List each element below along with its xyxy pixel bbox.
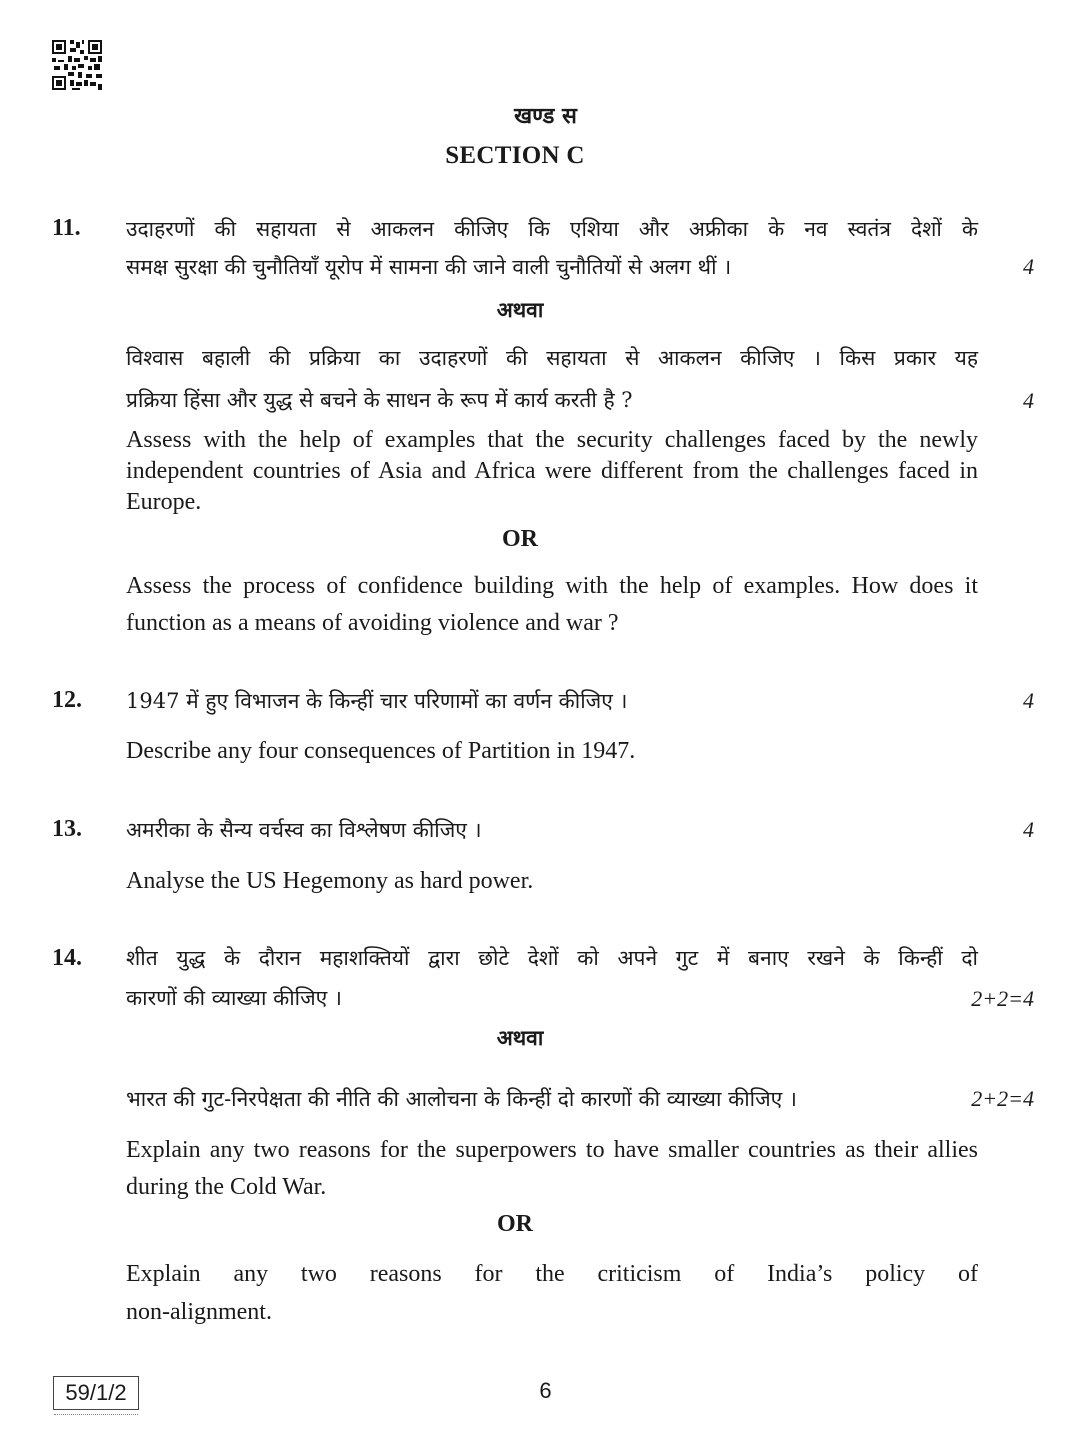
marks-label: 4 [1023, 388, 1034, 413]
marks-label: 4 [1023, 817, 1034, 842]
question-text-english-line: Explain any two reasons for the criticism of India’s policy of [126, 1261, 978, 1287]
question-text-english: Analyse the US Hegemony as hard power. [126, 868, 534, 894]
question-text-english: Assess with the help of examples that the security challenges faced by the newly independent countries of Asia and Africa were different from the challenges faced in Europe. [126, 427, 978, 515]
or-separator-english: OR [497, 1211, 533, 1237]
section-heading-hindi: खण्ड स [514, 103, 577, 129]
question-text-english: Explain any two reasons for the superpowers to have smaller countries as their allies during the Cold War. [126, 1137, 978, 1200]
section-heading-english: SECTION C [445, 142, 585, 169]
question-text-hindi-line: समक्ष सुरक्षा की चुनौतियाँ यूरोप में सामना की जाने वाली चुनौतियों से अलग थीं । [126, 255, 732, 279]
question-text-hindi-line: कारणों की व्याख्या कीजिए । [126, 986, 342, 1010]
question-text-english: Assess the process of confidence building with the help of examples. How does it function as a means of avoiding violence and war ? [126, 573, 978, 636]
or-separator-hindi: अथवा [496, 1025, 544, 1050]
question-text-english-line: non-alignment. [126, 1299, 272, 1325]
question-text-hindi-line: शीत युद्ध के दौरान महाशक्तियों द्वारा छोटे देशों को अपने गुट में बनाए रखने के किन्हीं दो [126, 946, 978, 970]
question-text-hindi: भारत की गुट-निरपेक्षता की नीति की आलोचना के किन्हीं दो कारणों की व्याख्या कीजिए । [126, 1087, 797, 1111]
paper-code-box: 59/1/2 [53, 1376, 139, 1410]
marks-label: 4 [1023, 688, 1034, 713]
question-number: 14. [52, 945, 82, 971]
question-number: 12. [52, 687, 82, 713]
marks-label: 2+2=4 [971, 1086, 1034, 1111]
question-number: 13. [52, 816, 82, 842]
question-text-hindi: अमरीका के सैन्य वर्चस्व का विश्लेषण कीजिए । [126, 818, 482, 842]
page-number: 6 [539, 1378, 552, 1403]
marks-label: 2+2=4 [971, 986, 1034, 1011]
question-text-english: Describe any four consequences of Partition in 1947. [126, 738, 636, 764]
question-text-hindi-line: विश्वास बहाली की प्रक्रिया का उदाहरणों की सहायता से आकलन कीजिए । किस प्रकार यह [126, 346, 978, 370]
marks-label: 4 [1023, 254, 1034, 279]
question-text-hindi-line: उदाहरणों की सहायता से आकलन कीजिए कि एशिया और अफ्रीका के नव स्वतंत्र देशों के [126, 217, 978, 241]
question-number: 11. [52, 215, 81, 241]
question-text-hindi-line: प्रक्रिया हिंसा और युद्ध से बचने के साधन के रूप में कार्य करती है ? [126, 388, 633, 412]
qr-code-icon [52, 40, 102, 90]
question-text-hindi: 1947 में हुए विभाजन के किन्हीं चार परिणामों का वर्णन कीजिए । [126, 689, 628, 713]
or-separator-english: OR [502, 526, 538, 552]
or-separator-hindi: अथवा [496, 297, 544, 322]
